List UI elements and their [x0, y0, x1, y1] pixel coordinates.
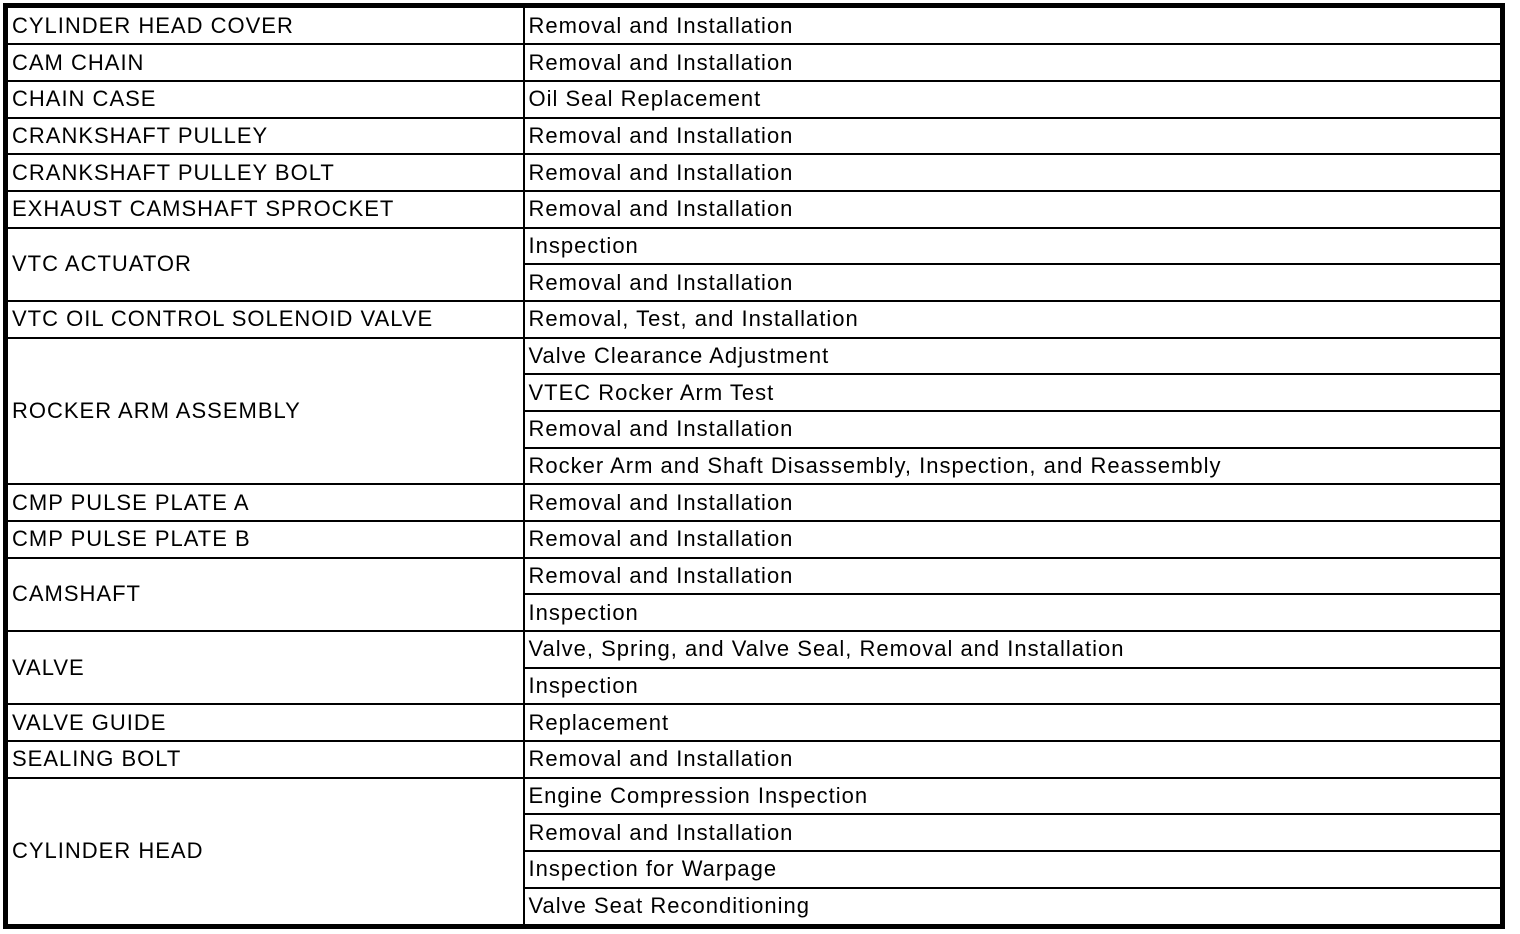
component-cell: EXHAUST CAMSHAFT SPROCKET: [6, 191, 524, 228]
table-row: [6, 118, 1503, 155]
procedure-cell: Replacement: [524, 704, 1503, 741]
procedure-cell: Inspection: [524, 668, 1503, 705]
component-cell: CHAIN CASE: [6, 81, 524, 118]
table-row: [6, 338, 1503, 375]
table-row: [6, 631, 1503, 668]
component-cell: SEALING BOLT: [6, 741, 524, 778]
component-cell: CAMSHAFT: [6, 558, 524, 631]
procedure-cell: Engine Compression Inspection: [524, 778, 1503, 815]
table-row: [6, 301, 1503, 338]
table-row: [6, 558, 1503, 595]
procedure-cell: Removal and Installation: [524, 521, 1503, 558]
procedure-cell: Valve Seat Reconditioning: [524, 888, 1503, 927]
table-row: [6, 704, 1503, 741]
component-cell: ROCKER ARM ASSEMBLY: [6, 338, 524, 485]
procedure-cell: Inspection for Warpage: [524, 851, 1503, 888]
component-cell: CYLINDER HEAD: [6, 778, 524, 927]
procedure-cell: Inspection: [524, 594, 1503, 631]
table-row: [6, 191, 1503, 228]
procedure-cell: Rocker Arm and Shaft Disassembly, Inspection, and Reassembly: [524, 448, 1503, 485]
procedure-cell: VTEC Rocker Arm Test: [524, 374, 1503, 411]
component-cell: CMP PULSE PLATE A: [6, 484, 524, 521]
procedure-cell: Valve, Spring, and Valve Seal, Removal and Installation: [524, 631, 1503, 668]
component-cell: CYLINDER HEAD COVER: [6, 6, 524, 45]
service-procedures-table: [3, 3, 1505, 929]
table-row: [6, 521, 1503, 558]
component-cell: VALVE: [6, 631, 524, 704]
procedure-cell: Removal and Installation: [524, 558, 1503, 595]
procedure-cell: Removal and Installation: [524, 44, 1503, 81]
procedure-cell: Removal and Installation: [524, 154, 1503, 191]
procedure-cell: Removal and Installation: [524, 264, 1503, 301]
procedure-cell: Removal and Installation: [524, 6, 1503, 45]
component-cell: CRANKSHAFT PULLEY BOLT: [6, 154, 524, 191]
procedure-cell: Removal and Installation: [524, 741, 1503, 778]
table-row: [6, 741, 1503, 778]
table-row: [6, 81, 1503, 118]
procedure-cell: Removal and Installation: [524, 191, 1503, 228]
table-row: [6, 228, 1503, 265]
component-cell: VALVE GUIDE: [6, 704, 524, 741]
component-cell: VTC OIL CONTROL SOLENOID VALVE: [6, 301, 524, 338]
table-row: [6, 484, 1503, 521]
component-cell: CMP PULSE PLATE B: [6, 521, 524, 558]
procedure-cell: Oil Seal Replacement: [524, 81, 1503, 118]
procedure-cell: Valve Clearance Adjustment: [524, 338, 1503, 375]
component-cell: VTC ACTUATOR: [6, 228, 524, 301]
procedure-cell: Removal and Installation: [524, 814, 1503, 851]
procedure-cell: Inspection: [524, 228, 1503, 265]
table-row: [6, 44, 1503, 81]
table-row: [6, 154, 1503, 191]
procedure-cell: Removal, Test, and Installation: [524, 301, 1503, 338]
procedure-cell: Removal and Installation: [524, 411, 1503, 448]
table-row: [6, 6, 1503, 45]
table-row: [6, 778, 1503, 815]
component-cell: CRANKSHAFT PULLEY: [6, 118, 524, 155]
component-cell: CAM CHAIN: [6, 44, 524, 81]
procedure-cell: Removal and Installation: [524, 484, 1503, 521]
procedure-cell: Removal and Installation: [524, 118, 1503, 155]
